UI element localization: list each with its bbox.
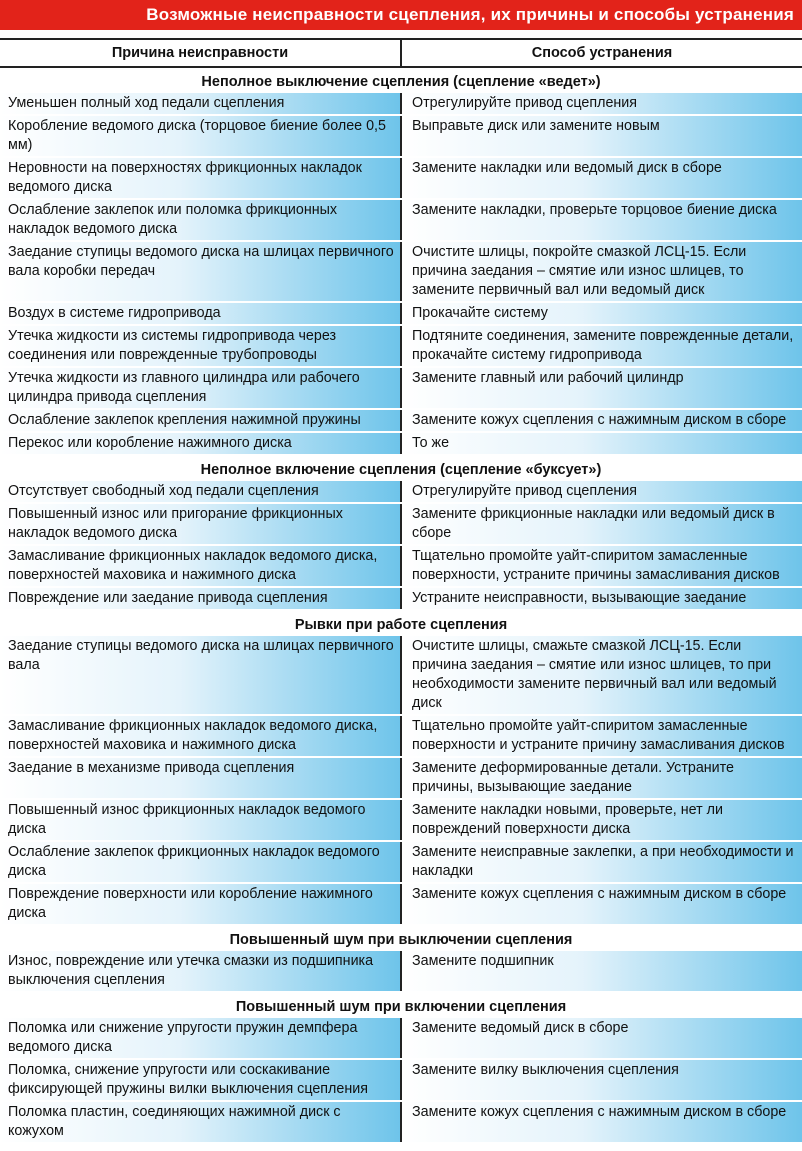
fix-cell: Замените деформированные детали. Устраните причины, вызывающие заедание: [401, 757, 802, 799]
fix-cell: Отрегулируйте привод сцепления: [401, 481, 802, 503]
table-row: [0, 883, 802, 925]
table-row: [0, 715, 802, 757]
cause-cell: Износ, повреждение или утечка смазки из подшипника выключения сцепления: [0, 951, 401, 992]
fix-cell: Тщательно промойте уайт-спиритом замасленные поверхности и устраните причину замасливания дисков: [401, 715, 802, 757]
fix-cell: Замените неисправные заклепки, а при необходимости и накладки: [401, 841, 802, 883]
fix-cell: Прокачайте систему: [401, 302, 802, 325]
table-body: [0, 67, 802, 1143]
column-header-cause: Причина неисправности: [0, 39, 401, 67]
section-title: Неполное выключение сцепления (сцепление «ведет»): [0, 67, 802, 93]
cause-cell: Заедание ступицы ведомого диска на шлицах первичного вала: [0, 636, 401, 715]
cause-cell: Неровности на поверхностях фрикционных накладок ведомого диска: [0, 157, 401, 199]
table-title: Возможные неисправности сцепления, их причины и способы устранения: [146, 5, 794, 24]
section-header-row: [0, 610, 802, 636]
section-header-row: [0, 67, 802, 93]
section-header-row: [0, 925, 802, 951]
cause-cell: Замасливание фрикционных накладок ведомого диска, поверхностей маховика и нажимного диска: [0, 545, 401, 587]
table-row: [0, 199, 802, 241]
table-row: [0, 409, 802, 432]
fix-cell: Замените кожух сцепления с нажимным диском в сборе: [401, 883, 802, 925]
fix-cell: То же: [401, 432, 802, 455]
cause-cell: Заедание ступицы ведомого диска на шлицах первичного вала коробки передач: [0, 241, 401, 302]
fix-cell: Подтяните соединения, замените поврежденные детали, прокачайте систему гидропривода: [401, 325, 802, 367]
table-title-banner: [0, 0, 802, 30]
fix-cell: Замените накладки, проверьте торцовое биение диска: [401, 199, 802, 241]
fix-cell: Отрегулируйте привод сцепления: [401, 93, 802, 115]
table-row: [0, 157, 802, 199]
cause-cell: Утечка жидкости из системы гидропривода через соединения или поврежденные трубопроводы: [0, 325, 401, 367]
cause-cell: Уменьшен полный ход педали сцепления: [0, 93, 401, 115]
fix-cell: Устраните неисправности, вызывающие заедание: [401, 587, 802, 610]
cause-cell: Отсутствует свободный ход педали сцепления: [0, 481, 401, 503]
cause-cell: Воздух в системе гидропривода: [0, 302, 401, 325]
fix-cell: Замените главный или рабочий цилиндр: [401, 367, 802, 409]
fix-cell: Очистите шлицы, покройте смазкой ЛСЦ-15. Если причина заедания – смятие или износ шлицев, то замените первичный вал или ведомый диск: [401, 241, 802, 302]
cause-cell: Ослабление заклепок фрикционных накладок ведомого диска: [0, 841, 401, 883]
cause-cell: Повышенный износ или пригорание фрикционных накладок ведомого диска: [0, 503, 401, 545]
section-header-row: [0, 455, 802, 481]
table-row: [0, 481, 802, 503]
fix-cell: Замените накладки или ведомый диск в сборе: [401, 157, 802, 199]
cause-cell: Замасливание фрикционных накладок ведомого диска, поверхностей маховика и нажимного диска: [0, 715, 401, 757]
table-row: [0, 1018, 802, 1059]
cause-cell: Перекос или коробление нажимного диска: [0, 432, 401, 455]
section-title: Рывки при работе сцепления: [0, 610, 802, 636]
fix-cell: Очистите шлицы, смажьте смазкой ЛСЦ-15. Если причина заедания – смятие или износ шлицев, то при необходимости замените первичный вал или ведомый диск: [401, 636, 802, 715]
section-title: Неполное включение сцепления (сцепление «буксует»): [0, 455, 802, 481]
table-row: [0, 503, 802, 545]
cause-cell: Поломка, снижение упругости или соскакивание фиксирующей пружины вилки выключения сцепления: [0, 1059, 401, 1101]
table-row: [0, 115, 802, 157]
malfunctions-table: [0, 38, 802, 1144]
cause-cell: Коробление ведомого диска (торцовое биение более 0,5 мм): [0, 115, 401, 157]
column-header-fix: Способ устранения: [401, 39, 802, 67]
cause-cell: Ослабление заклепок крепления нажимной пружины: [0, 409, 401, 432]
cause-cell: Повреждение или заедание привода сцепления: [0, 587, 401, 610]
fix-cell: Тщательно промойте уайт-спиритом замасленные поверхности, устраните причины замасливания дисков: [401, 545, 802, 587]
fix-cell: Замените кожух сцепления с нажимным диском в сборе: [401, 1101, 802, 1143]
table-row: [0, 951, 802, 992]
table-row: [0, 841, 802, 883]
table-row: [0, 1101, 802, 1143]
section-title: Повышенный шум при выключении сцепления: [0, 925, 802, 951]
fix-cell: Замените фрикционные накладки или ведомый диск в сборе: [401, 503, 802, 545]
fix-cell: Выправьте диск или замените новым: [401, 115, 802, 157]
cause-cell: Поломка пластин, соединяющих нажимной диск с кожухом: [0, 1101, 401, 1143]
table-row: [0, 587, 802, 610]
fix-cell: Замените подшипник: [401, 951, 802, 992]
table-row: [0, 241, 802, 302]
section-title: Повышенный шум при включении сцепления: [0, 992, 802, 1018]
spacer: [0, 30, 802, 38]
cause-cell: Заедание в механизме привода сцепления: [0, 757, 401, 799]
table-row: [0, 799, 802, 841]
section-header-row: [0, 992, 802, 1018]
table-row: [0, 367, 802, 409]
cause-cell: Утечка жидкости из главного цилиндра или рабочего цилиндра привода сцепления: [0, 367, 401, 409]
fix-cell: Замените ведомый диск в сборе: [401, 1018, 802, 1059]
table-row: [0, 757, 802, 799]
cause-cell: Повреждение поверхности или коробление нажимного диска: [0, 883, 401, 925]
table-row: [0, 325, 802, 367]
table-row: [0, 93, 802, 115]
table-row: [0, 636, 802, 715]
cause-cell: Повышенный износ фрикционных накладок ведомого диска: [0, 799, 401, 841]
fix-cell: Замените кожух сцепления с нажимным диском в сборе: [401, 409, 802, 432]
fix-cell: Замените вилку выключения сцепления: [401, 1059, 802, 1101]
cause-cell: Ослабление заклепок или поломка фрикционных накладок ведомого диска: [0, 199, 401, 241]
table-row: [0, 545, 802, 587]
table-row: [0, 1059, 802, 1101]
header-row: [0, 39, 802, 67]
table-row: [0, 302, 802, 325]
cause-cell: Поломка или снижение упругости пружин демпфера ведомого диска: [0, 1018, 401, 1059]
fix-cell: Замените накладки новыми, проверьте, нет ли повреждений поверхности диска: [401, 799, 802, 841]
table-row: [0, 432, 802, 455]
